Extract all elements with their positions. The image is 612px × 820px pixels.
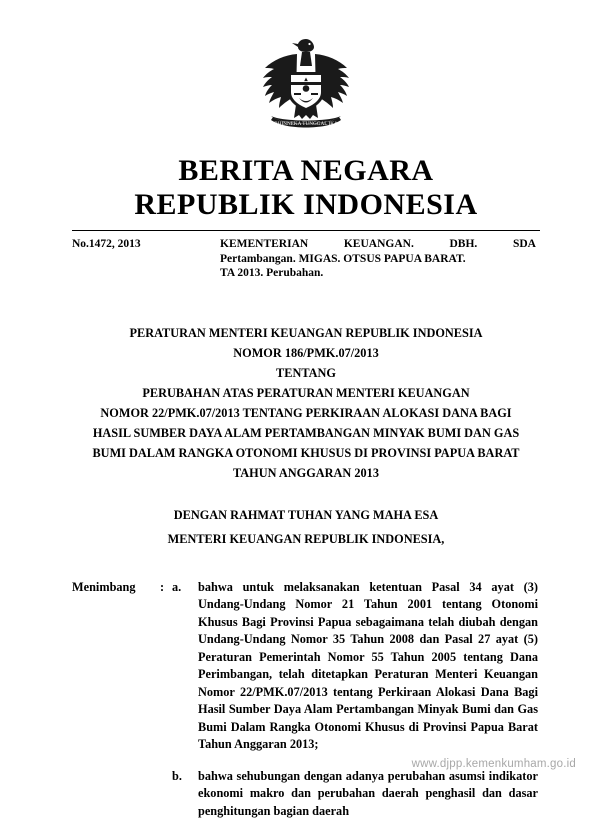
title-line-2: NOMOR 186/PMK.07/2013 xyxy=(72,343,540,363)
mandate-block xyxy=(72,505,540,549)
title-line-6: HASIL SUMBER DAYA ALAM PERTAMBANGAN MINYAK BUMI DAN GAS xyxy=(72,423,540,443)
title-line-5: NOMOR 22/PMK.07/2013 TENTANG PERKIRAAN ALOKASI DANA BAGI xyxy=(72,403,540,423)
regulation-title-block xyxy=(72,323,540,483)
emblem-container xyxy=(72,0,540,148)
keyword-sda: SDA xyxy=(513,237,536,252)
considering-letter-a: a. xyxy=(172,579,198,597)
title-line-4: PERUBAHAN ATAS PERATURAN MENTERI KEUANGAN xyxy=(72,383,540,403)
masthead-line-2: REPUBLIK INDONESIA xyxy=(72,188,540,222)
masthead xyxy=(72,154,540,222)
keyword-kementerian: KEMENTERIAN xyxy=(220,237,308,252)
considering-item-b xyxy=(72,768,540,820)
title-line-8: TAHUN ANGGARAN 2013 xyxy=(72,463,540,483)
identifier-block xyxy=(72,237,540,281)
emblem-motto: BHINNEKA TUNGGAL IKA xyxy=(274,121,338,127)
keywords-line-2: Pertambangan. MIGAS. OTSUS PAPUA BARAT. xyxy=(220,252,536,267)
considering-text-b: bahwa sehubungan dengan adanya perubahan asumsi indikator ekonomi makro dan perubahan daerah penghasil dan dasar penghitungan bagian daerah xyxy=(198,768,540,820)
considering-text-a: bahwa untuk melaksanakan ketentuan Pasal 34 ayat (3) Undang-Undang Nomor 21 Tahun 2001 tentang Otonomi Khusus Bagi Provinsi Papua sebagaimana telah diubah dengan Undang-Undang Nomor 35 Tahun 2008 dan Pasal 27 ayat (5) Peraturan Pemerintah Nomor 55 Tahun 2005 tentang Dana Perimbangan, telah ditetapkan Peraturan Menteri Keuangan Nomor 22/PMK.07/2013 tentang Perkiraan Alokasi Dana Bagi Hasil Sumber Daya Alam Pertambangan Minyak Bumi dan Gas Bumi Dalam Rangka Otonomi Khusus di Provinsi Papua Barat Tahun Anggaran 2013; xyxy=(198,579,540,754)
considering-colon: : xyxy=(160,579,172,597)
footer-source-url: www.djpp.kemenkumham.go.id xyxy=(412,758,576,770)
gazette-number: No.1472, 2013 xyxy=(72,237,220,281)
masthead-line-1: BERITA NEGARA xyxy=(72,154,540,188)
title-line-7: BUMI DALAM RANGKA OTONOMI KHUSUS DI PROVINSI PAPUA BARAT xyxy=(72,443,540,463)
considering-label: Menimbang xyxy=(72,579,160,597)
keywords-block xyxy=(220,237,540,281)
header-divider xyxy=(72,230,540,231)
mandate-line-2: MENTERI KEUANGAN REPUBLIK INDONESIA, xyxy=(72,529,540,549)
keywords-line-1 xyxy=(220,237,536,252)
considering-letter-b: b. xyxy=(172,768,198,786)
keywords-line-3: TA 2013. Perubahan. xyxy=(220,266,536,281)
keyword-dbh: DBH. xyxy=(450,237,478,252)
considering-item-a xyxy=(72,579,540,754)
garuda-pancasila-emblem xyxy=(247,36,365,137)
keyword-keuangan: KEUANGAN. xyxy=(344,237,414,252)
considering-block xyxy=(72,579,540,820)
mandate-line-1: DENGAN RAHMAT TUHAN YANG MAHA ESA xyxy=(72,505,540,525)
title-line-1: PERATURAN MENTERI KEUANGAN REPUBLIK INDONESIA xyxy=(72,323,540,343)
title-line-3: TENTANG xyxy=(72,363,540,383)
